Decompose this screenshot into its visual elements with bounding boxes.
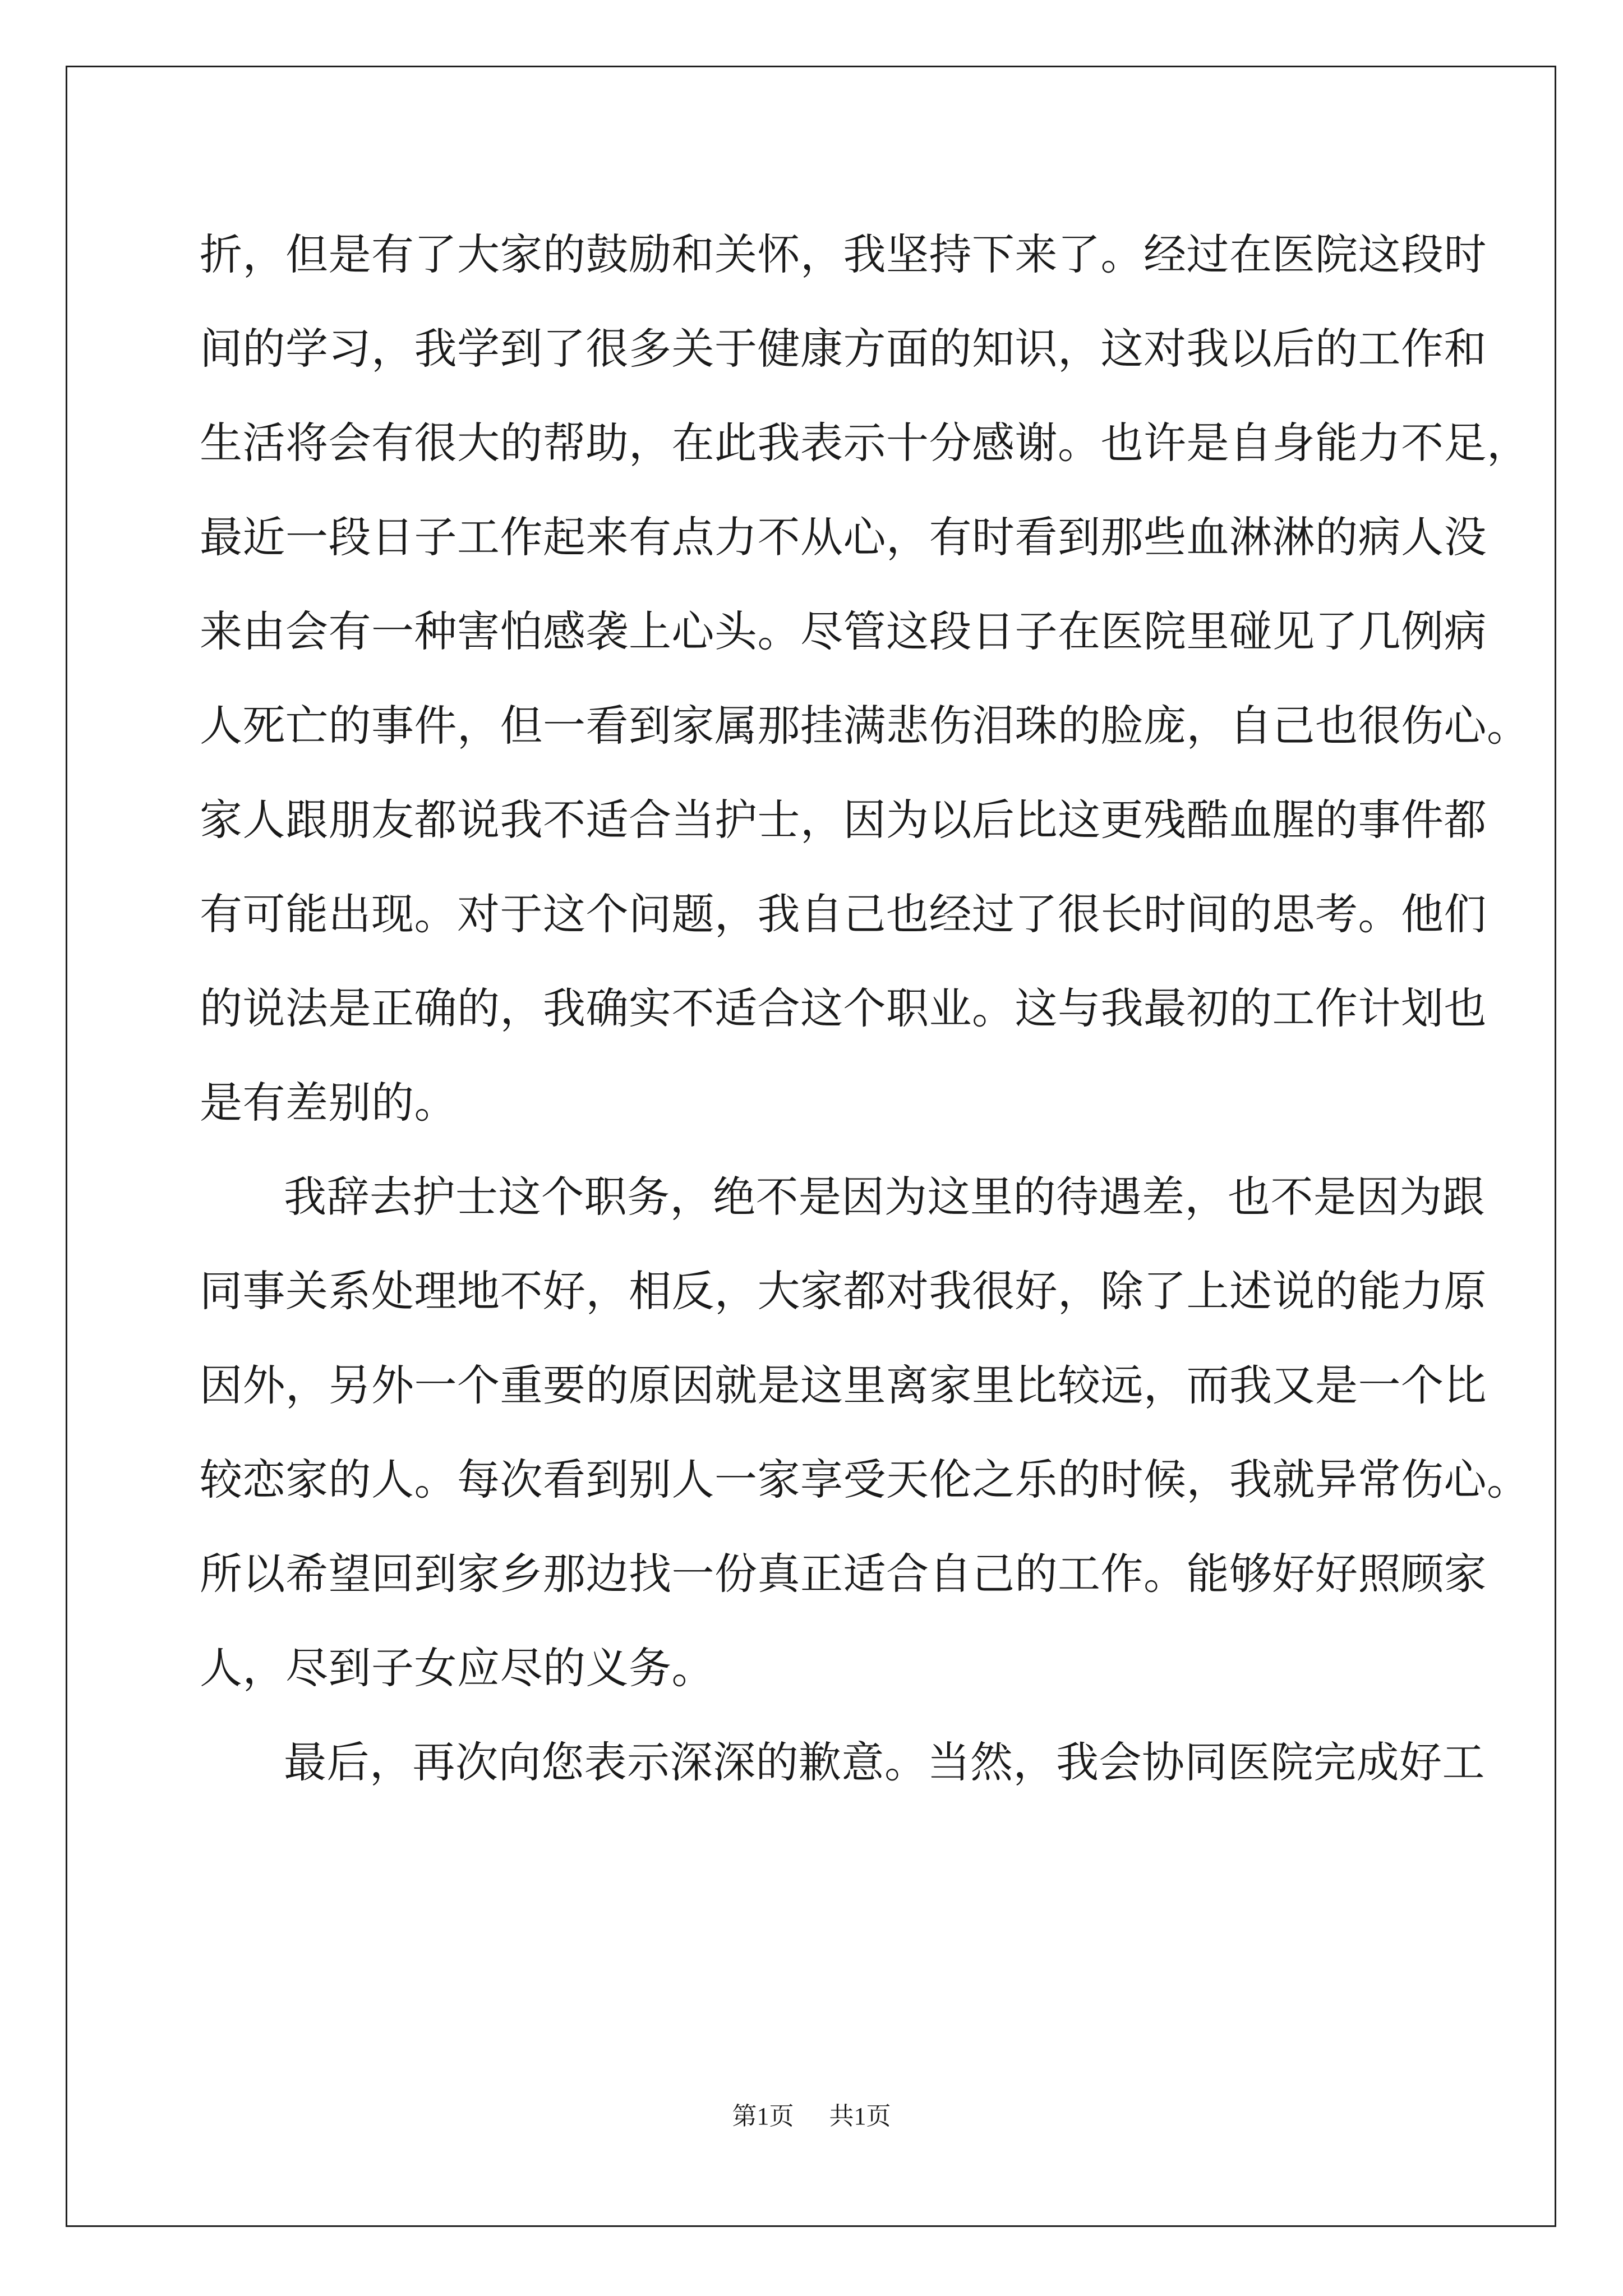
paragraph-first-line: 最后，再次向您表示深深的歉意。当然，我会协同医院完成好工 <box>284 1737 1485 1787</box>
text-line: 间的学习，我学到了很多关于健康方面的知识，这对我以后的工作和 <box>200 324 1487 374</box>
text-line: 来由会有一种害怕感袭上心头。尽管这段日子在医院里碰见了几例病 <box>200 606 1487 656</box>
text-line: 所以希望回到家乡那边找一份真正适合自己的工作。能够好好照顾家 <box>200 1549 1487 1599</box>
text-line: 较恋家的人。每次看到别人一家享受天伦之乐的时候，我就异常伤心。 <box>200 1455 1530 1504</box>
text-line: 的说法是正确的，我确实不适合这个职业。这与我最初的工作计划也 <box>200 983 1487 1033</box>
text-line: 人，尽到子女应尽的义务。 <box>200 1643 714 1693</box>
page-number: 第1页 <box>732 2102 794 2130</box>
text-line: 是有差别的。 <box>200 1078 457 1128</box>
paragraph-first-line: 我辞去护士这个职务，绝不是因为这里的待遇差，也不是因为跟 <box>284 1172 1485 1222</box>
text-line: 因外，另外一个重要的原因就是这里离家里比较远，而我又是一个比 <box>200 1360 1487 1410</box>
page-total: 共1页 <box>829 2102 891 2130</box>
page-footer <box>0 2096 1623 2132</box>
text-line: 家人跟朋友都说我不适合当护士，因为以后比这更残酷血腥的事件都 <box>200 795 1487 845</box>
document-body <box>200 208 1530 1810</box>
text-line: 同事关系处理地不好，相反，大家都对我很好，除了上述说的能力原 <box>200 1266 1487 1316</box>
text-line: 生活将会有很大的帮助，在此我表示十分感谢。也许是自身能力不足， <box>200 418 1530 468</box>
text-line: 最近一段日子工作起来有点力不从心，有时看到那些血淋淋的病人没 <box>200 512 1487 562</box>
text-line: 人死亡的事件，但一看到家属那挂满悲伤泪珠的脸庞，自己也很伤心。 <box>200 701 1530 751</box>
text-line: 折，但是有了大家的鼓励和关怀，我坚持下来了。经过在医院这段时 <box>200 229 1487 279</box>
text-line: 有可能出现。对于这个问题，我自己也经过了很长时间的思考。他们 <box>200 889 1487 939</box>
